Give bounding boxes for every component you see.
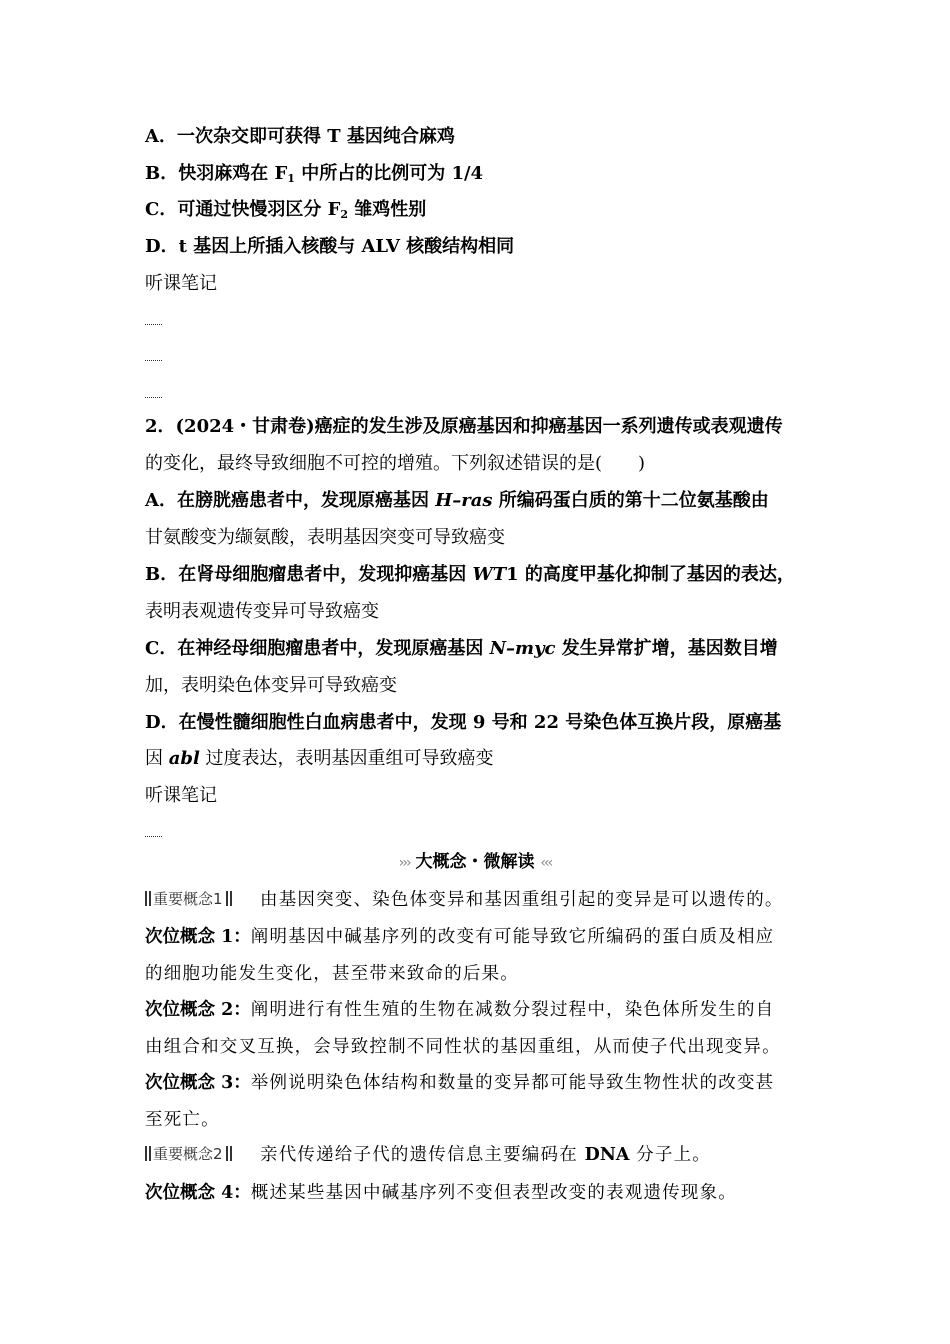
q2-stem-line-1: 2．(2024・甘肃卷)癌症的发生涉及原癌基因和抑癌基因一系列遗传或表观遗传 bbox=[145, 416, 783, 437]
q2-stem-line-2: 的变化，最终导致细胞不可控的增殖。下列叙述错误的是( ) bbox=[145, 453, 646, 474]
sub2-text: 阐明进行有性生殖的生物在减数分裂过程中，染色体所发生的自 bbox=[250, 1000, 775, 1020]
q1-option-a-text: A．一次杂交即可获得 T 基因纯合麻鸡 bbox=[145, 126, 455, 147]
tag-bar-icon bbox=[145, 1146, 147, 1161]
tag-bar-icon bbox=[226, 1146, 228, 1161]
sub1-text: 阐明基因中碱基序列的改变有可能导致它所编码的蛋白质及相应 bbox=[250, 927, 775, 947]
concept2-tag-text: 重要概念2 bbox=[153, 1145, 223, 1163]
tag-bar-icon bbox=[145, 891, 147, 906]
q2-notes-label: 听课笔记 bbox=[145, 785, 217, 806]
concept1-sub2-line-1 bbox=[145, 998, 774, 1022]
q1-option-c bbox=[145, 198, 426, 222]
sub1-label: 次位概念 1： bbox=[145, 927, 251, 947]
tag-bar-icon bbox=[226, 891, 228, 906]
sub2-label: 次位概念 2： bbox=[145, 1000, 251, 1020]
q2-option-b-post: 1 的高度甲基化抑制了基因的表达， bbox=[506, 564, 795, 585]
q1-note-line-3 bbox=[145, 397, 162, 398]
q1-option-c-sub: 2 bbox=[340, 208, 349, 221]
tag-bar-icon bbox=[230, 891, 232, 906]
concept2-text bbox=[260, 1143, 711, 1167]
concept1-sub1-line-2: 的细胞功能发生变化，甚至带来致命的后果。 bbox=[145, 964, 519, 984]
sub3-text: 举例说明染色体结构和数量的变异都可能导致生物性状的改变甚 bbox=[250, 1073, 775, 1093]
q2-option-c-line-1 bbox=[145, 637, 778, 661]
q2-option-c-post: 发生异常扩增，基因数目增 bbox=[555, 638, 778, 659]
q1-option-b-pre: B．快羽麻鸡在 F bbox=[145, 163, 288, 184]
q2-option-c-gene: N–myc bbox=[489, 638, 556, 659]
q2-note-line-1 bbox=[145, 836, 162, 837]
q1-option-c-pre: C．可通过快慢羽区分 F bbox=[145, 199, 341, 220]
q2-option-c-pre: C．在神经母细胞瘤患者中，发现原癌基因 bbox=[145, 638, 490, 659]
sub3-label: 次位概念 3： bbox=[145, 1073, 251, 1093]
concept1-text: 由基因突变、染色体变异和基因重组引起的变异是可以遗传的。 bbox=[260, 890, 784, 910]
q2-option-b-gene: WT bbox=[472, 564, 507, 585]
concept1-sub2-line-2: 由组合和交叉互换，会导致控制不同性状的基因重组，从而使子代出现变异。 bbox=[145, 1037, 781, 1057]
q1-option-d-text: D．t 基因上所插入核酸与 ALV 核酸结构相同 bbox=[145, 236, 515, 257]
tag-bar-icon bbox=[149, 891, 151, 906]
concept1-tag-text: 重要概念1 bbox=[153, 890, 223, 908]
sub4-text: 概述某些基因中碱基序列不变但表型改变的表观遗传现象。 bbox=[250, 1183, 737, 1203]
concept2-text-dna: DNA bbox=[584, 1145, 630, 1165]
q1-option-b-sub: 1 bbox=[287, 172, 295, 185]
q1-option-c-post: 雏鸡性别 bbox=[348, 199, 427, 220]
banner-left-arrows: ››› bbox=[398, 855, 410, 871]
concept2-text-pre: 亲代传递给子代的遗传信息主要编码在 bbox=[260, 1145, 585, 1165]
q2-option-d-gene: abl bbox=[168, 748, 200, 769]
q1-note-line-1 bbox=[145, 324, 162, 325]
concept2-sub4-line-1 bbox=[145, 1181, 737, 1205]
tag-bar-icon bbox=[149, 1146, 151, 1161]
concept1-sub3-line-1 bbox=[145, 1071, 774, 1095]
q2-option-d-line-2 bbox=[145, 747, 494, 771]
sub4-label: 次位概念 4： bbox=[145, 1183, 251, 1203]
q1-option-b bbox=[145, 162, 483, 186]
q1-option-a bbox=[145, 125, 455, 149]
q2-option-c-line-2: 加，表明染色体变异可导致癌变 bbox=[145, 675, 397, 696]
q1-option-b-post: 中所占的比例可为 1/4 bbox=[294, 163, 484, 184]
q2-option-d-line-1: D．在慢性髓细胞性白血病患者中，发现 9 号和 22 号染色体互换片段，原癌基 bbox=[145, 712, 782, 733]
q2-option-d-pre: 因 bbox=[145, 748, 169, 769]
q2-option-b-line-2: 表明表观遗传变异可导致癌变 bbox=[145, 601, 379, 622]
banner-title: 大概念・微解读 bbox=[409, 852, 541, 872]
concept2-text-post: 分子上。 bbox=[629, 1145, 711, 1165]
section-banner bbox=[0, 850, 950, 875]
concept1-tag bbox=[145, 888, 234, 910]
q2-option-d-post: 过度表达，表明基因重组可导致癌变 bbox=[199, 748, 494, 769]
concept1-sub1-line-1 bbox=[145, 925, 774, 949]
q1-note-line-2 bbox=[145, 360, 162, 361]
q2-option-a-line-1 bbox=[145, 489, 769, 513]
q2-option-a-pre: A．在膀胱癌患者中，发现原癌基因 bbox=[145, 490, 436, 511]
q2-option-b-pre: B．在肾母细胞瘤患者中，发现抑癌基因 bbox=[145, 564, 473, 585]
q2-option-a-gene: H–ras bbox=[435, 490, 493, 511]
concept2-tag bbox=[145, 1143, 234, 1165]
q1-option-d bbox=[145, 235, 514, 259]
tag-bar-icon bbox=[230, 1146, 232, 1161]
q2-option-a-post: 所编码蛋白质的第十二位氨基酸由 bbox=[492, 490, 769, 511]
q2-option-a-line-2: 甘氨酸变为缬氨酸，表明基因突变可导致癌变 bbox=[145, 527, 505, 548]
q2-option-b-line-1 bbox=[145, 563, 795, 587]
banner-right-arrows: ‹‹‹ bbox=[540, 855, 552, 871]
q1-notes-label: 听课笔记 bbox=[145, 273, 217, 294]
concept1-sub3-line-2: 至死亡。 bbox=[145, 1110, 220, 1130]
